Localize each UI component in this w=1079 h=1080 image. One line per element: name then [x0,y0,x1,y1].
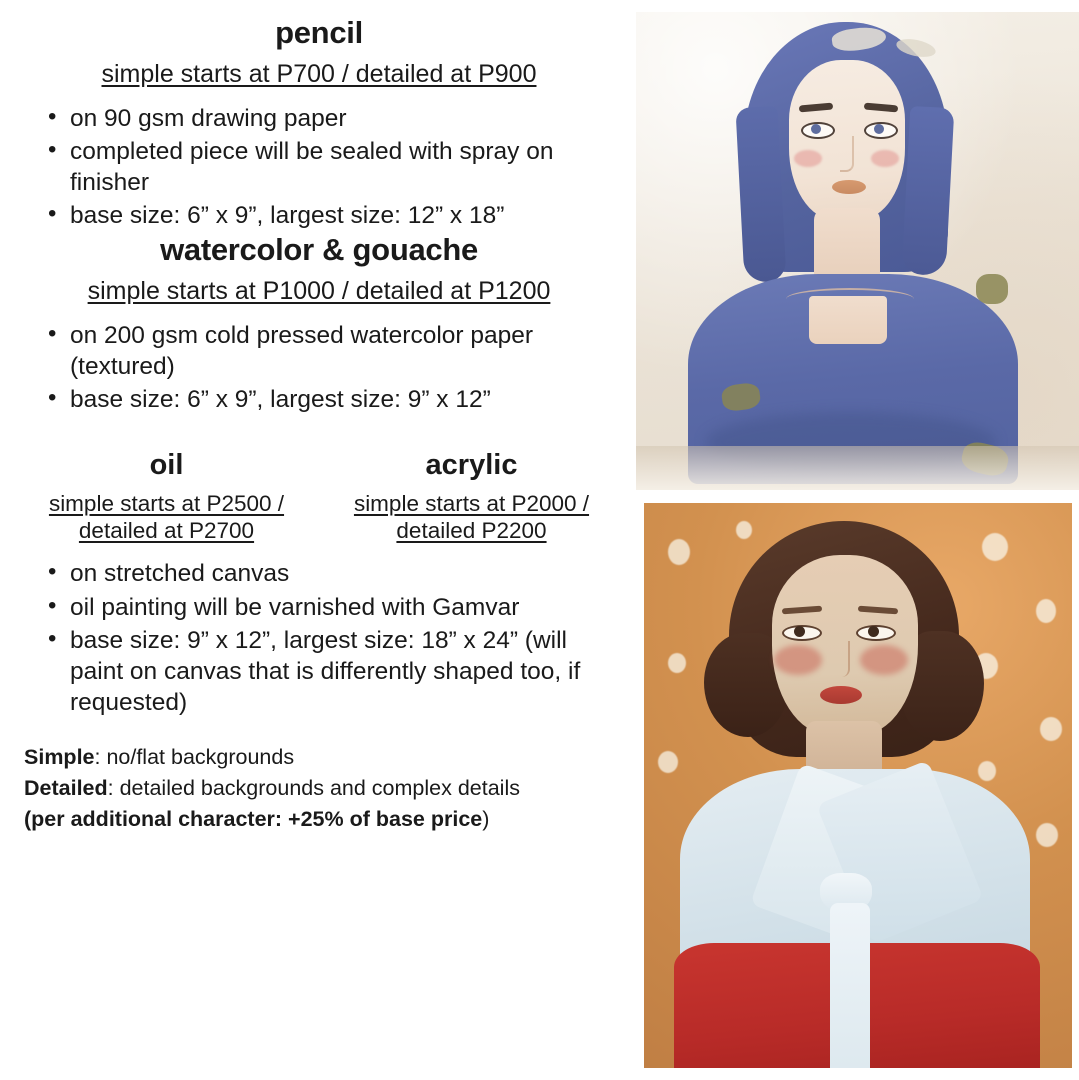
pupil-right [868,626,879,637]
list-item: • on 90 gsm drawing paper [48,103,624,134]
note-simple [24,744,624,772]
pupil-left [811,124,821,134]
dot [658,751,678,773]
note-simple-label: Simple [24,745,95,769]
pupil-left [794,626,805,637]
list-item: • completed piece will be sealed with spray on finisher [48,136,624,198]
price-text-oil-line2: detailed at P2700 [78,518,255,544]
price-text-acrylic-line2: detailed P2200 [396,518,547,544]
list-item: • base size: 6” x 9”, largest size: 9” x 12” [48,384,624,415]
price-line-watercolor-gouache [14,277,624,306]
artwork-column [636,0,1079,1080]
price-line-acrylic [319,490,624,544]
price-text-watercolor-gouache: simple starts at P1000 / detailed at P1200 [87,277,551,306]
paper-fold-shadow [636,446,1079,490]
price-text-pencil: simple starts at P700 / detailed at P900 [101,60,537,89]
watercolor-portrait-image [636,12,1079,490]
list-item: • on stretched canvas [48,558,624,589]
price-line-pencil [14,60,624,89]
price-text-acrylic-line1: simple starts at P2000 / [353,491,590,517]
lips-shape [832,180,866,194]
dot [1036,599,1056,623]
cheek-blush-right [871,150,899,167]
price-line-oil [14,490,319,544]
paint-section-headers [14,449,624,544]
dot [1040,717,1062,741]
note-simple-text: : no/flat backgrounds [94,745,295,769]
note-extra-text: ) [482,806,490,831]
bullet-list-paint [14,558,624,718]
note-detailed-text: : detailed backgrounds and complex details [107,775,520,800]
section-title-acrylic: acrylic [425,449,518,482]
cheek-blush-right [860,645,908,675]
dot [982,533,1008,561]
pupil-right [874,124,884,134]
section-title-watercolor-gouache: watercolor & gouache [160,232,478,268]
paint-column-oil [14,449,319,544]
bullet-list-watercolor-gouache [14,320,624,415]
dot [1036,823,1058,847]
cheek-blush-left [794,150,822,167]
dress-olive-patch [976,274,1008,304]
cheek-blush-left [774,645,822,675]
paint-column-acrylic [319,449,624,544]
section-title-oil: oil [149,449,184,482]
list-item: • oil painting will be varnished with Gamvar [48,592,624,623]
section-title-pencil: pencil [275,15,363,50]
note-detailed-label: Detailed [24,775,108,800]
dot [978,761,996,781]
dot [668,653,686,673]
list-item: • on 200 gsm cold pressed watercolor paper (textured) [48,320,624,382]
notes-block [14,744,624,834]
hanbok-ribbon [830,903,870,1068]
note-extra-character [24,806,624,834]
bullet-list-pencil [14,103,624,231]
dot [668,539,690,565]
note-extra-label: (per additional character: +25% of base price [24,806,483,831]
list-item: • base size: 6” x 9”, largest size: 12” x 18” [48,200,624,231]
list-item: • base size: 9” x 12”, largest size: 18” x 24” (will paint on canvas that is differently shaped too, if requested) [48,625,624,718]
lips-shape [820,686,862,704]
price-text-oil-line1: simple starts at P2500 / [48,491,285,517]
hair-strand-right [902,106,955,276]
oil-portrait-image [644,503,1072,1068]
nose-shape [840,136,854,172]
note-detailed [24,775,624,803]
collarbone-line [786,288,914,310]
nose-shape [834,641,850,677]
dot [736,521,752,539]
